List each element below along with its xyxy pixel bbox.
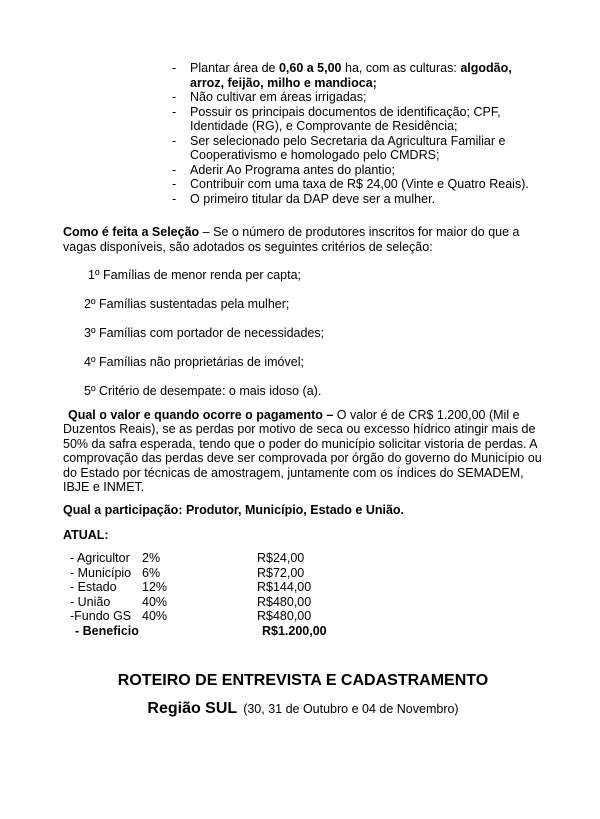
table-row [70,595,543,610]
footer-title: ROTEIRO DE ENTREVISTA E CADASTRAMENTO [117,672,489,689]
selection-paragraph [63,225,543,254]
table-row [70,580,543,595]
table-row [70,566,543,581]
list-item [172,61,543,90]
row-value: R$72,00 [257,565,305,580]
row-percent: 40% [142,594,168,609]
participation-table [70,551,543,638]
list-item [172,105,543,134]
payment-heading: Qual o valor e quando ocorre o pagamento – [68,407,334,422]
table-row [70,551,543,566]
footer-region-name: Região SUL [147,700,238,717]
text-run-bold: 0,60 a 5,00 [278,61,342,75]
list-item [172,192,543,207]
list-item [172,134,543,163]
footer-region-dates: (30, 31 de Outubro e 04 de Novembro) [243,702,459,716]
list-item-text: Aderir Ao Programa antes do plantio; [190,162,395,177]
requirements-list [172,61,543,206]
row-percent [147,624,262,639]
row-label: - Agricultor [70,551,130,565]
list-item [172,90,543,105]
row-value: R$480,00 [257,609,312,623]
text-run: Plantar área de [190,61,279,75]
row-value: R$480,00 [257,594,312,609]
list-item-text: Não cultivar em áreas irrigadas; [190,90,367,104]
bullet-dash: - [172,104,177,119]
bullet-dash: - [172,90,177,104]
payment-text: O valor é de CR$ 1.200,00 (Mil e Duzentos Reais), se as perdas por motivo de seca ou excesso hídrico atingir mais de 50% da safra esperada, tendo que o poder do município solicitar vistoria de perdas. A comprovação das perdas deve ser comprovada por órgão do governo do Município ou do Estado por técnicas de amostragem, juntamente com os índices do SEMADEM, IBJE e INMET. [63,407,542,494]
selection-heading: Como é feita a Seleção [63,225,200,239]
row-label: - Município [70,565,132,580]
list-item-text: Possuir os principais documentos de identificação; CPF, Identidade (RG), e Comprovante de Residência; [190,104,501,133]
bullet-dash: - [172,162,177,177]
list-item-text: Ser selecionado pelo Secretaria da Agricultura Familiar e Cooperativismo e homologado pelo CMDRS; [190,133,506,162]
row-value: R$24,00 [257,551,305,565]
atual-heading: ATUAL: [63,528,109,542]
table-row-total [70,624,543,639]
row-value: R$1.200,00 [262,623,327,638]
row-label: -Fundo GS [70,609,132,623]
participation-line: Qual a participação: Produtor, Município, Estado e União. [63,502,405,517]
bullet-dash: - [172,61,177,75]
row-percent: 6% [142,565,161,580]
bullet-dash: - [172,191,177,206]
list-item [172,177,543,192]
row-percent: 12% [142,580,168,594]
criteria-item: 3º Famílias com portador de necessidades; [84,326,325,340]
bullet-dash: - [172,177,177,191]
table-row [70,609,543,624]
list-item-text: O primeiro titular da DAP deve ser a mulher. [190,191,436,206]
payment-paragraph [63,408,545,495]
criteria-item: 4º Famílias não proprietárias de imóvel; [84,355,304,369]
list-item [172,163,543,178]
bullet-dash: - [172,133,177,148]
row-percent: 2% [142,551,161,565]
row-value: R$144,00 [257,580,312,594]
row-percent: 40% [142,609,168,623]
row-label: - Estado [70,580,117,594]
criteria-item: 1º Famílias de menor renda per capta; [88,268,302,282]
text-run-bold: algodão, arroz, feijão, milho e mandioca; [190,61,512,90]
list-item-text: Contribuir com uma taxa de R$ 24,00 (Vinte e Quatro Reais). [190,177,529,191]
text-run: ha, com as culturas: [341,61,461,75]
list-item-text [190,61,542,90]
criteria-item: 5º Critério de desempate: o mais idoso (a). [84,384,322,398]
selection-text: – Se o número de produtores inscritos for maior do que a vagas disponíveis, são adotados os seguintes critérios de seleção: [63,225,520,254]
criteria-item: 2º Famílias sustentadas pela mulher; [84,297,290,311]
criteria-list [63,268,543,399]
footer [63,671,543,719]
footer-region [63,699,543,719]
row-label: - União [70,594,111,609]
row-label: - Beneficio [75,623,139,638]
